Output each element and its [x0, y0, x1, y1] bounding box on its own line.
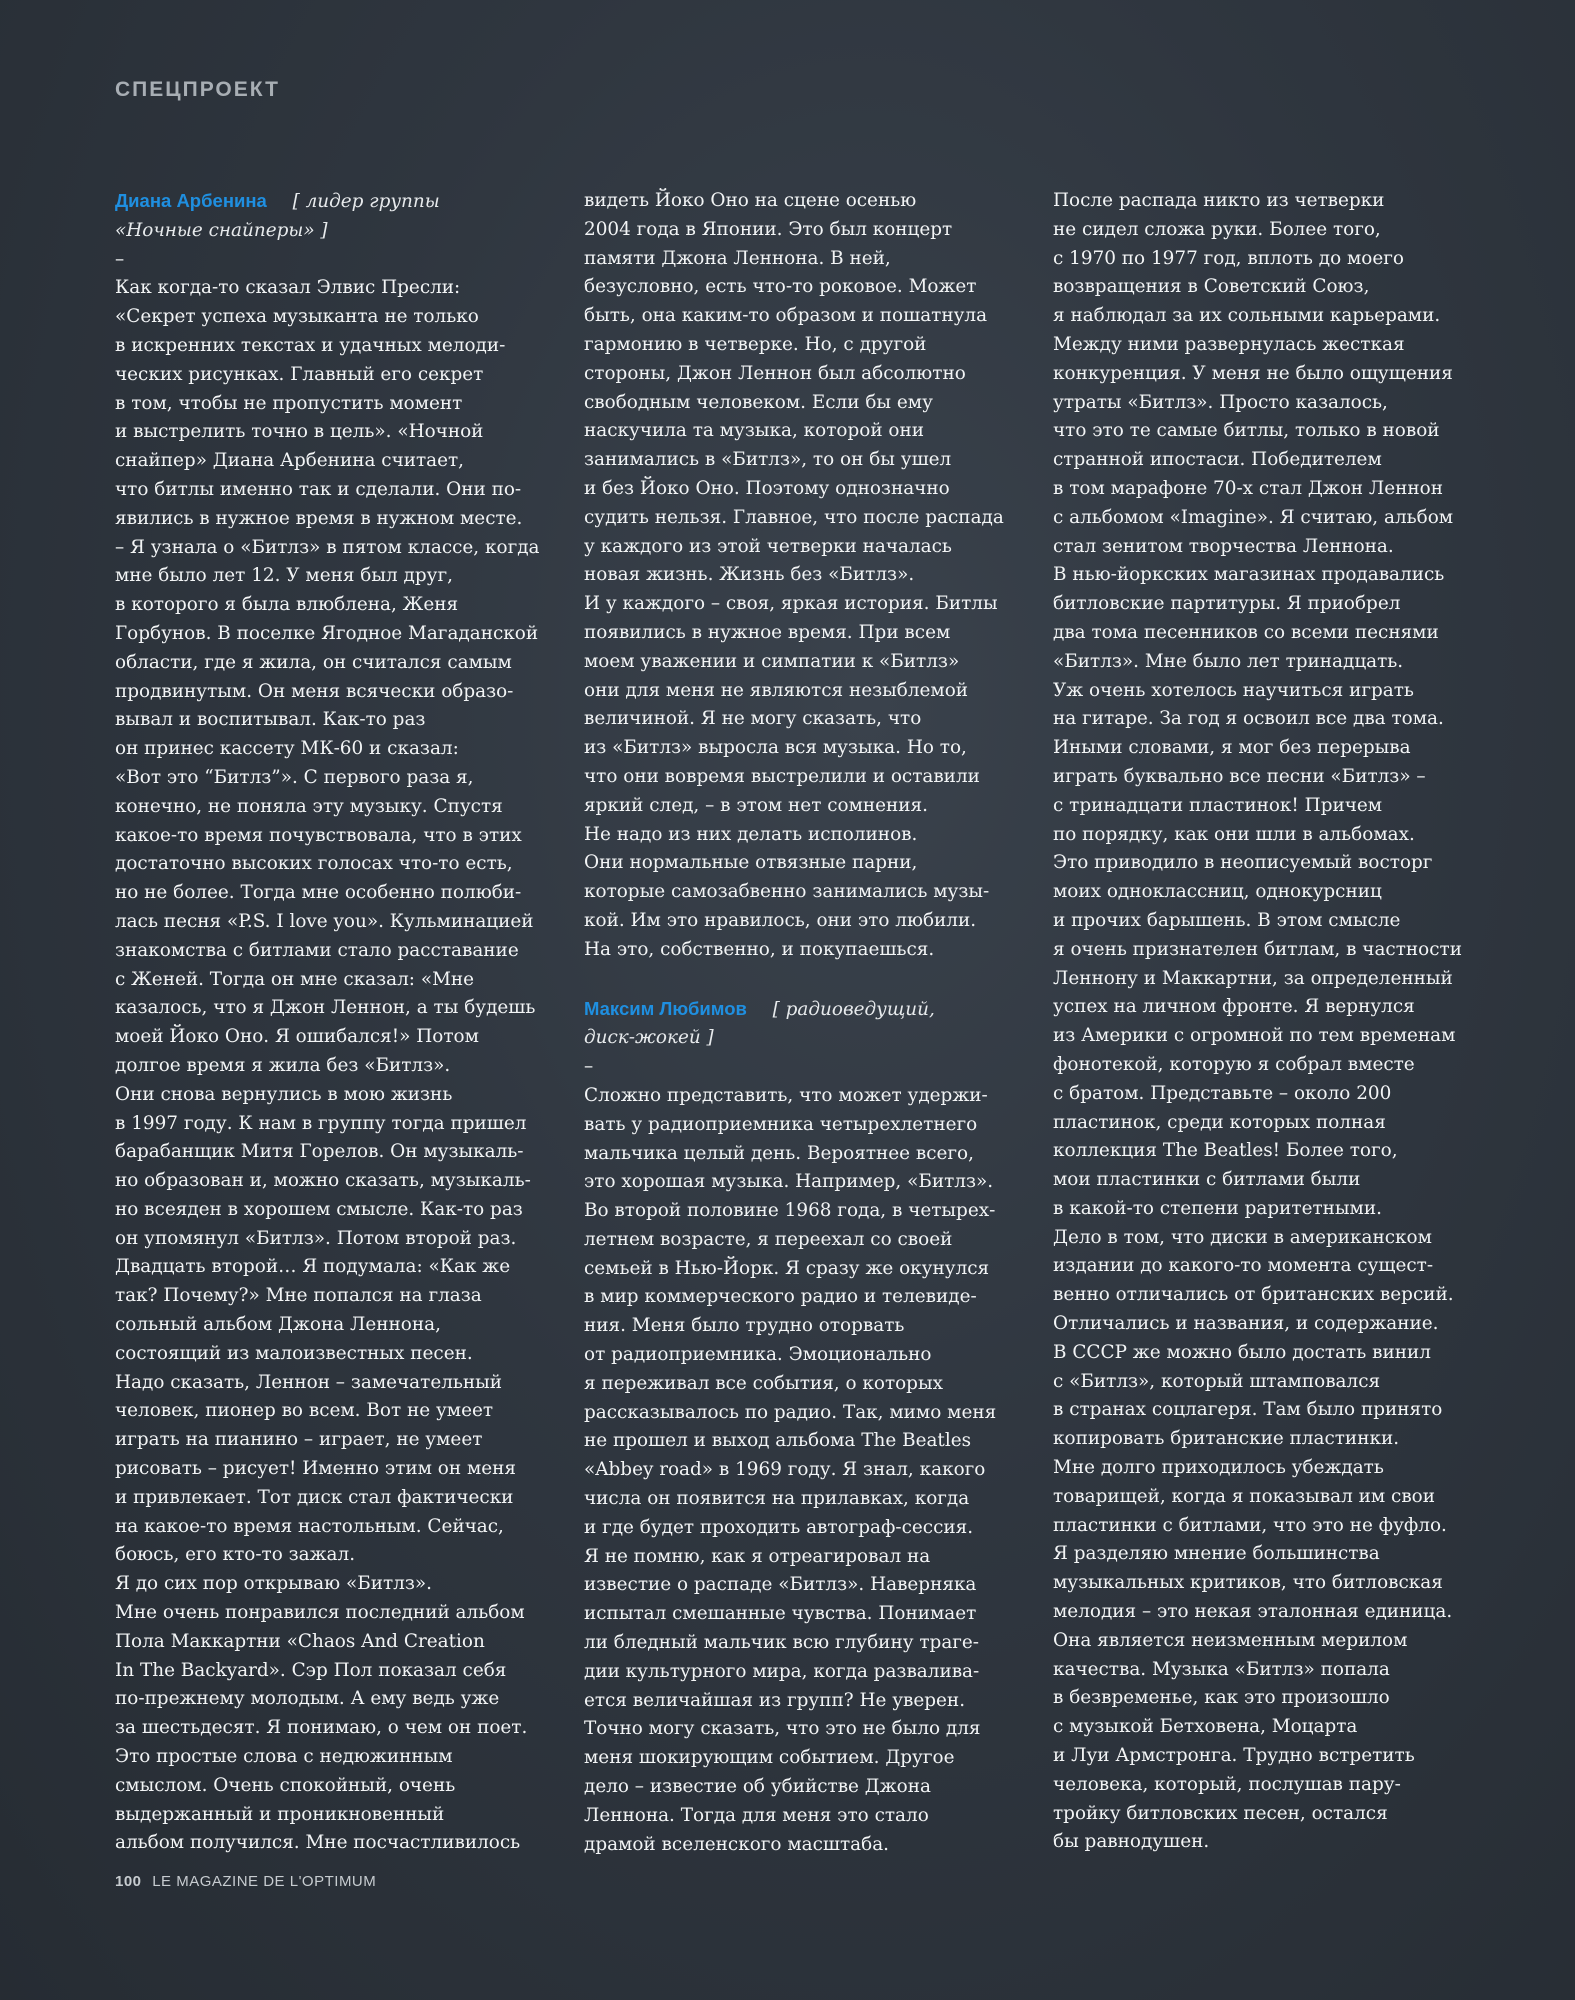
- text-line: свободным человеком. Если бы ему: [584, 391, 933, 413]
- text-line: безусловно, есть что-то роковое. Может: [584, 276, 977, 298]
- text-line: на гитаре. За год я освоил все два тома.: [1053, 708, 1444, 730]
- text-line: на какое-то время настольным. Сейчас,: [115, 1515, 504, 1537]
- text-line: Иными словами, я мог без перерыва: [1053, 737, 1411, 759]
- text-line: и Луи Армстронга. Трудно встретить: [1053, 1745, 1415, 1767]
- text-line: мне было лет 12. У меня был друг,: [115, 565, 453, 587]
- text-line: быть, она каким-то образом и пошатнула: [584, 305, 988, 327]
- text-line: явились в нужное время в нужном месте.: [115, 507, 523, 529]
- text-line: Мне долго приходилось убеждать: [1053, 1457, 1384, 1479]
- text-line: успех на личном фронте. Я вернулся: [1053, 996, 1415, 1018]
- text-line: кой. Им это нравилось, они это любили.: [584, 909, 977, 931]
- text-line: Двадцать второй… Я подумала: «Как же: [115, 1256, 511, 1278]
- text-line: Точно могу сказать, что это не было для: [584, 1718, 981, 1740]
- text-line: меня шокирующим событием. Другое: [584, 1747, 955, 1769]
- text-line: Я разделяю мнение большинства: [1053, 1543, 1380, 1565]
- text-line: битловские партитуры. Я приобрел: [1053, 593, 1401, 615]
- text-line: в 1997 году. К нам в группу тогда пришел: [115, 1112, 527, 1134]
- text-line: судить нельзя. Главное, что после распада: [584, 506, 1004, 528]
- text-line: не сидел сложа руки. Более того,: [1053, 218, 1381, 240]
- article-text: [115, 274, 560, 1858]
- text-line: В СССР же можно было достать винил: [1053, 1341, 1431, 1363]
- text-line: играть буквально все песни «Битлз» –: [1053, 765, 1426, 787]
- text-line: в безвременье, как это произошло: [1053, 1687, 1390, 1709]
- author-role-cont: «Ночные снайперы» ]: [115, 219, 328, 241]
- article-text: [584, 1082, 1029, 1860]
- text-line: коллекция The Beatles! Более того,: [1053, 1140, 1398, 1162]
- text-line: что битлы именно так и сделали. Они по-: [115, 478, 522, 500]
- text-line: долгое время я жила без «Битлз».: [115, 1054, 451, 1076]
- text-line: Мне очень понравился последний альбом: [115, 1602, 525, 1624]
- text-line: Они нормальные отвязные парни,: [584, 852, 918, 874]
- text-line: области, где я жила, он считался самым: [115, 651, 512, 673]
- text-line: в том марафоне 70-х стал Джон Леннон: [1053, 477, 1443, 499]
- text-line: и где будет проходить автограф-сессия.: [584, 1516, 974, 1538]
- text-line: и без Йоко Оно. Поэтому однозначно: [584, 477, 950, 499]
- text-line: утраты «Битлз». Просто казалось,: [1053, 391, 1388, 413]
- text-line: Она является неизменным мерилом: [1053, 1629, 1408, 1651]
- text-line: тройку битловских песен, остался: [1053, 1802, 1388, 1824]
- text-line: Пола Маккартни «Chaos And Creation: [115, 1630, 485, 1652]
- text-line: венно отличались от британских версий.: [1053, 1284, 1454, 1306]
- text-line: 2004 года в Японии. Это был концерт: [584, 218, 953, 240]
- text-line: ется величайшая из групп? Не уверен.: [584, 1689, 966, 1711]
- text-line: снайпер» Диана Арбенина считает,: [115, 450, 465, 472]
- text-line: ческих рисунках. Главный его секрет: [115, 363, 484, 385]
- text-line: «Битлз». Мне было лет тринадцать.: [1053, 650, 1404, 672]
- text-line: моей Йоко Оно. Я ошибался!» Потом: [115, 1026, 479, 1048]
- text-line: Как когда-то сказал Элвис Пресли:: [115, 277, 461, 299]
- text-line: пластинки с битлами, что это не фуфло.: [1053, 1514, 1447, 1536]
- text-line: известие о распаде «Битлз». Наверняка: [584, 1574, 977, 1596]
- text-line: вать у радиоприемника четырехлетнего: [584, 1113, 978, 1135]
- text-line: с 1970 по 1977 год, вплоть до моего: [1053, 247, 1404, 269]
- text-line: конкуренция. У меня не было ощущения: [1053, 362, 1453, 384]
- text-line: летнем возрасте, я переехал со своей: [584, 1228, 953, 1250]
- text-line: с «Битлз», который штамповался: [1053, 1370, 1381, 1392]
- text-line: яркий след, – в этом нет сомнения.: [584, 794, 928, 816]
- text-line: видеть Йоко Оно на сцене осенью: [584, 190, 917, 211]
- text-line: выдержанный и проникновенный: [115, 1803, 445, 1825]
- text-line: бы равнодушен.: [1053, 1831, 1210, 1853]
- section-label: СПЕЦПРОЕКТ: [115, 78, 280, 101]
- text-line: и выстрелить точно в цель». «Ночной: [115, 421, 484, 443]
- text-line: с музыкой Бетховена, Моцарта: [1053, 1716, 1358, 1738]
- column-1: [115, 187, 560, 1858]
- page-footer: [115, 1873, 376, 1890]
- text-line: они для меня не являются незыблемой: [584, 679, 969, 701]
- byline-lyubimov: [584, 995, 1029, 1025]
- article-text: [584, 187, 1029, 965]
- text-line: Между ними развернулась жесткая: [1053, 333, 1405, 355]
- text-line: копировать британские пластинки.: [1053, 1428, 1400, 1450]
- text-line: мелодия – это некая эталонная единица.: [1053, 1601, 1453, 1623]
- text-line: ния. Меня было трудно оторвать: [584, 1315, 905, 1337]
- text-line: драмой вселенского масштаба.: [584, 1833, 890, 1855]
- text-line: мальчика целый день. Вероятнее всего,: [584, 1142, 974, 1164]
- column-2: [584, 187, 1029, 1859]
- text-line: моем уважении и симпатии к «Битлз»: [584, 650, 960, 672]
- text-line: Леннона. Тогда для меня это стало: [584, 1804, 929, 1826]
- text-line: за шестьдесят. Я понимаю, о чем он поет.: [115, 1717, 528, 1739]
- page-number: 100: [115, 1873, 142, 1890]
- text-line: «Abbey road» в 1969 году. Я знал, какого: [584, 1459, 986, 1481]
- text-line: казалось, что я Джон Леннон, а ты будешь: [115, 997, 536, 1019]
- text-line: издании до какого-то момента сущест-: [1053, 1255, 1434, 1277]
- text-line: ли бледный мальчик всю глубину траге-: [584, 1632, 980, 1654]
- text-line: занимались в «Битлз», то он бы ушел: [584, 449, 952, 471]
- text-line: Сложно представить, что может удержи-: [584, 1084, 988, 1106]
- text-line: музыкальных критиков, что битловская: [1053, 1572, 1443, 1594]
- text-line: с Женей. Тогда он мне сказал: «Мне: [115, 968, 475, 990]
- text-line: качества. Музыка «Битлз» попала: [1053, 1658, 1390, 1680]
- text-line: человека, который, послушав пару-: [1053, 1773, 1401, 1795]
- text-line: барабанщик Митя Горелов. Он музыкаль-: [115, 1141, 524, 1163]
- text-line: Горбунов. В поселке Ягодное Магаданской: [115, 622, 539, 644]
- text-line: состоящий из малоизвестных песен.: [115, 1342, 473, 1364]
- text-line: «Вот это “Битлз”». С первого раза я,: [115, 766, 474, 788]
- text-line: но не более. Тогда мне особенно полюби-: [115, 882, 522, 904]
- author-role: [ лидер группы: [292, 191, 440, 212]
- column-3: [1053, 187, 1498, 1857]
- text-line: Во второй половине 1968 года, в четырех-: [584, 1200, 996, 1222]
- text-line: Это приводило в неописуемый восторг: [1053, 852, 1433, 874]
- text-line: Не надо из них делать исполинов.: [584, 823, 918, 845]
- text-line: товарищей, когда я показывал им свои: [1053, 1485, 1436, 1507]
- text-line: Надо сказать, Леннон – замечательный: [115, 1371, 503, 1393]
- text-line: и привлекает. Тот диск стал фактически: [115, 1486, 514, 1508]
- text-line: играть на пианино – играет, не умеет: [115, 1429, 483, 1451]
- text-line: странной ипостаси. Победителем: [1053, 449, 1382, 471]
- text-line: семьей в Нью-Йорк. Я сразу же окунулся: [584, 1257, 990, 1279]
- text-line: – Я узнала о «Битлз» в пятом классе, когда: [115, 536, 540, 558]
- text-line: я переживал все события, о которых: [584, 1372, 943, 1394]
- text-line: дии культурного мира, когда разваливa-: [584, 1660, 980, 1682]
- magazine-name: LE MAGAZINE DE L'OPTIMUM: [152, 1873, 377, 1890]
- text-line: в которого я была влюблена, Женя: [115, 594, 459, 616]
- text-line: рассказывалось по радио. Так, мимо меня: [584, 1401, 997, 1423]
- text-line: боюсь, его кто-то зажал.: [115, 1544, 356, 1566]
- text-line: испытал смешанные чувства. Понимает: [584, 1603, 977, 1625]
- text-line: он упомянул «Битлз». Потом второй раз.: [115, 1227, 517, 1249]
- text-line: в странах соцлагеря. Там было принято: [1053, 1399, 1443, 1421]
- text-line: которые самозабвенно занимались музы-: [584, 881, 990, 903]
- text-line: И у каждого – своя, яркая история. Битлы: [584, 593, 998, 615]
- text-line: два тома песенников со всеми песнями: [1053, 621, 1439, 643]
- text-line: возвращения в Советский Союз,: [1053, 276, 1370, 298]
- text-line: в том, чтобы не пропустить момент: [115, 392, 463, 414]
- author-name: Максим Любимов: [584, 997, 747, 1019]
- text-line: лась песня «P.S. I love you». Кульминацией: [115, 910, 534, 932]
- text-line: В нью-йоркских магазинах продавались: [1053, 564, 1445, 586]
- text-line: памяти Джона Леннона. В ней,: [584, 247, 891, 269]
- text-line: Я не помню, как я отреагировал на: [584, 1545, 931, 1567]
- text-line: альбом получился. Мне посчастливилось: [115, 1832, 521, 1854]
- text-line: дело – известие об убийстве Джона: [584, 1776, 931, 1798]
- text-line: так? Почему?» Мне попался на глаза: [115, 1285, 482, 1307]
- text-line: с альбомом «Imagine». Я считаю, альбом: [1053, 506, 1454, 528]
- text-line: стороны, Джон Леннон был абсолютно: [584, 362, 966, 384]
- text-line: «Секрет успеха музыканта не только: [115, 306, 479, 328]
- text-line: из Америки с огромной по тем временам: [1053, 1025, 1456, 1047]
- text-line: с тринадцати пластинок! Причем: [1053, 794, 1383, 816]
- text-line: Я до сих пор открываю «Битлз».: [115, 1573, 432, 1595]
- text-line: смыслом. Очень спокойный, очень: [115, 1774, 456, 1796]
- text-line: но образован и, можно сказать, музыкаль-: [115, 1170, 531, 1192]
- text-line: новая жизнь. Жизнь без «Битлз».: [584, 564, 915, 586]
- text-line: от радиоприемника. Эмоционально: [584, 1344, 932, 1366]
- text-line: это хорошая музыка. Например, «Битлз».: [584, 1171, 994, 1193]
- text-line: пластинок, среди которых полная: [1053, 1111, 1386, 1133]
- author-name: Диана Арбенина: [115, 190, 267, 211]
- text-line: Они снова вернулись в мою жизнь: [115, 1083, 453, 1105]
- text-line: После распада никто из четверки: [1053, 190, 1385, 211]
- text-line: На это, собственно, и покупаешься.: [584, 938, 935, 960]
- text-line: в мир коммерческого радио и телевиде-: [584, 1286, 977, 1308]
- text-line: что они вовремя выстрелили и оставили: [584, 765, 980, 787]
- text-line: знакомства с битлами стало расставание: [115, 939, 519, 961]
- text-line: но всеяден в хорошем смысле. Как-то раз: [115, 1198, 523, 1220]
- article-text: [1053, 187, 1498, 1857]
- text-line: конечно, не поняла эту музыку. Спустя: [115, 795, 503, 817]
- text-line: фонотекой, которую я собрал вместе: [1053, 1053, 1415, 1075]
- text-line: Леннону и Маккартни, за определенный: [1053, 967, 1453, 989]
- text-line: рисовать – рисует! Именно этим он меня: [115, 1458, 517, 1480]
- author-role: [ радиоведущий,: [772, 998, 935, 1020]
- byline-dash: –: [115, 248, 125, 270]
- text-line: он принес кассету МК-60 и сказал:: [115, 738, 459, 760]
- text-line: Это простые слова с недюжинным: [115, 1746, 453, 1768]
- text-line: гармонию в четверке. Но, с другой: [584, 333, 927, 355]
- text-line: продвинутым. Он меня всячески образо-: [115, 680, 514, 702]
- text-line: из «Битлз» выросла вся музыка. Но то,: [584, 737, 967, 759]
- text-line: вывал и воспитывал. Как-то раз: [115, 709, 426, 731]
- text-line: я наблюдал за их сольными карьерами.: [1053, 305, 1441, 327]
- text-line: какое-то время почувствовала, что в этих: [115, 824, 522, 846]
- text-line: наскучила та музыка, которой они: [584, 420, 925, 442]
- text-line: появились в нужное время. При всем: [584, 621, 951, 643]
- text-line: сольный альбом Джона Леннона,: [115, 1314, 441, 1336]
- text-line: по-прежнему молодым. А ему ведь уже: [115, 1688, 500, 1710]
- text-line: у каждого из этой четверки началась: [584, 535, 952, 557]
- text-line: Отличались и названия, и содержание.: [1053, 1313, 1439, 1335]
- text-line: моих одноклассниц, однокурсниц: [1053, 881, 1382, 903]
- byline-dash: –: [584, 1056, 594, 1078]
- text-line: что это те самые битлы, только в новой: [1053, 420, 1440, 442]
- text-line: в искренних текстах и удачных мелоди-: [115, 334, 506, 356]
- text-line: достаточно высоких голосах что-то есть,: [115, 853, 513, 875]
- text-line: In The Backyard». Сэр Пол показал себя: [115, 1659, 507, 1681]
- text-line: мои пластинки с битлами были: [1053, 1169, 1361, 1191]
- text-line: в какой-то степени раритетными.: [1053, 1197, 1382, 1219]
- author-role-cont: диск-жокей ]: [584, 1027, 714, 1049]
- text-line: не прошел и выход альбома The Beatles: [584, 1430, 972, 1452]
- byline-arbenina: [115, 187, 560, 217]
- text-line: с братом. Представьте – около 200: [1053, 1082, 1392, 1104]
- text-line: человек, пионер во всем. Вот не умеет: [115, 1400, 494, 1422]
- text-line: Уж очень хотелось научиться играть: [1053, 679, 1414, 701]
- text-line: я очень признателен битлам, в частности: [1053, 938, 1462, 960]
- text-line: и прочих барышень. В этом смысле: [1053, 909, 1401, 931]
- text-line: величиной. Я не могу сказать, что: [584, 708, 922, 730]
- text-line: Дело в том, что диски в американском: [1053, 1226, 1432, 1248]
- text-line: по порядку, как они шли в альбомах.: [1053, 823, 1415, 845]
- text-line: числа он появится на прилавках, когда: [584, 1488, 970, 1510]
- text-line: стал зенитом творчества Леннона.: [1053, 535, 1394, 557]
